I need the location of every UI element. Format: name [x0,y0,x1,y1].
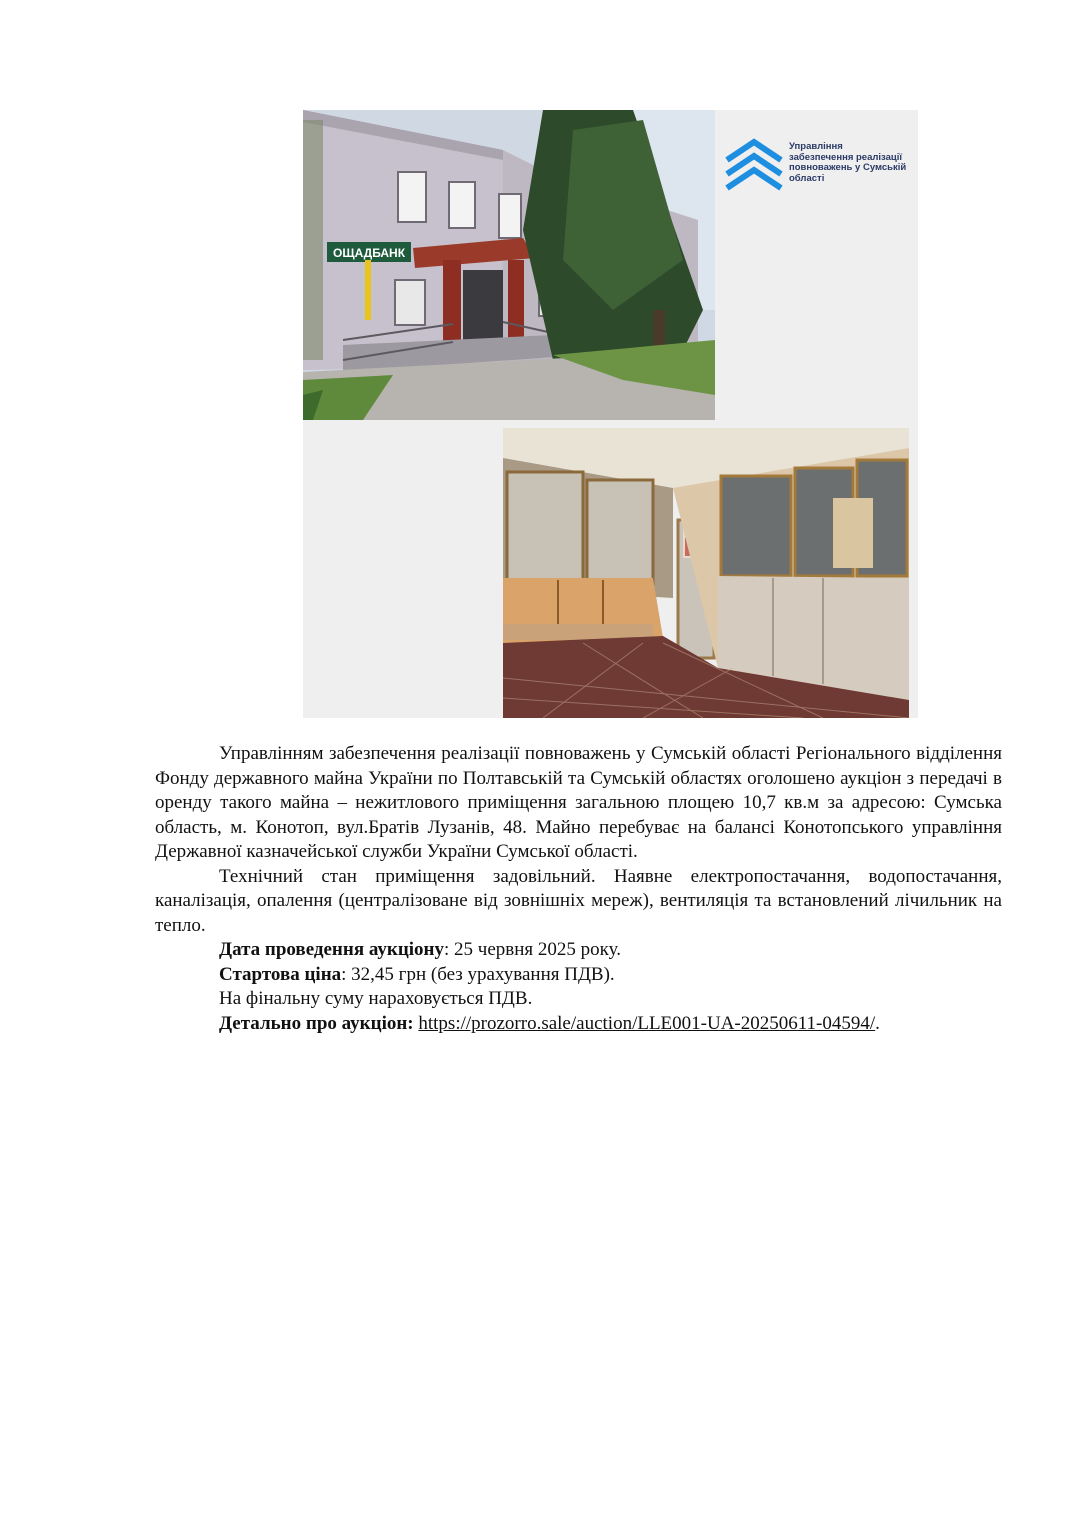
logo-line-2: забезпечення реалізації [789,151,903,163]
logo-line-1: Управління [789,141,843,152]
interior-photo [503,428,909,718]
start-price-value: : 32,45 грн (без урахування ПДВ). [341,963,615,985]
start-price-label: Стартова ціна [219,963,342,985]
details-label: Детально про аукціон: [219,1012,414,1034]
agency-logo-text [789,142,919,184]
details-tail: . [875,1012,880,1034]
auction-date-line [155,938,1002,963]
start-price-line [155,963,1002,988]
auction-date-value: : 25 червня 2025 року. [444,939,621,960]
vat-note: На фінальну суму нараховується ПДВ. [219,988,533,1009]
building-photo [303,110,715,420]
bank-sign-text: ОЩАДБАНК [333,246,406,260]
announcement-text [155,742,1002,1036]
logo-line-4: області [789,172,825,184]
paragraph-technical-state: Технічний стан приміщення задовільний. Наявне електропостачання, водопостачання, каналізація, опалення (централізоване від зовнішніх мереж), вентиляція та встановлений лічильник на тепло. [155,865,1002,936]
auction-link[interactable]: https://prozorro.sale/auction/LLE001-UA-20250611-04594/ [418,1012,876,1034]
details-line [155,1012,1002,1037]
image-collage [303,110,918,718]
auction-date-label: Дата проведення аукціону [219,939,445,960]
logo-line-3: повноважень у Сумській [789,162,907,173]
paragraph-announcement: Управлінням забезпечення реалізації повноважень у Сумській області Регіонального відділення Фонду державного майна України по Полтавській та Сумській областях оголошено аукціон з передачі в оренду такого майна – нежитлового приміщення загальною площею 10,7 кв.м за адресою: Сумська область, м. Конотоп, вул.Братів Лузанів, 48. Майно перебуває на балансі Конотопського управління Державної казначейської служби України Сумської області. [155,743,1002,862]
